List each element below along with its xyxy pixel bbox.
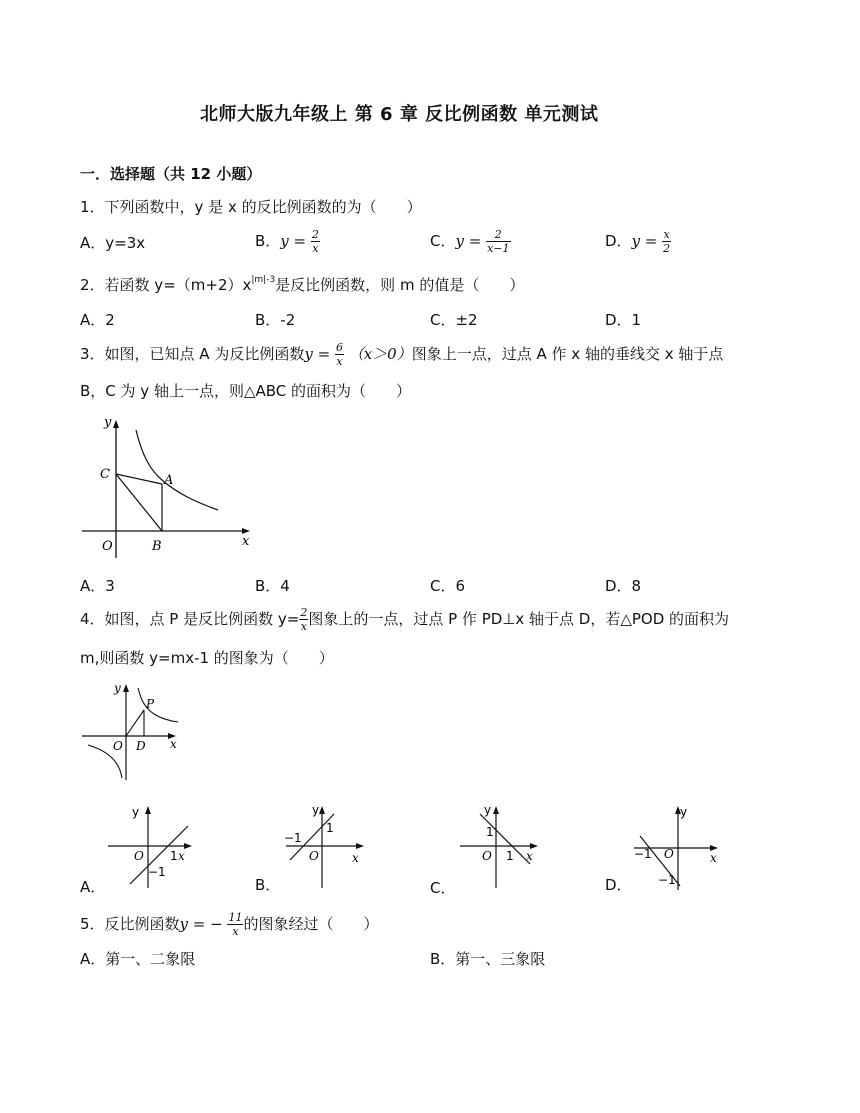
q3-stem-line2: B，C 为 y 轴上一点，则△ABC 的面积为（ ） [80,382,412,400]
q1-option-b-fraction: $\frac{2}{x}$ [311,228,319,255]
q4b-label-y: y [312,803,320,817]
q2-stem: 2．若函数 $y=(m+2)x^{|m|-3}$是反比例函数，则 m 的值是（ ） [80,275,525,294]
q1-option-c-lhs: y = [455,232,482,250]
q4-segment-op [126,710,144,736]
q3-label-a: A [164,473,174,488]
q4c-label-o: O [482,849,492,863]
q1-option-d [605,229,671,254]
q4-label-y: y [114,681,121,695]
q3-hyperbola-curve [136,430,218,510]
q3-option-b: B．4 [255,577,290,595]
q1-option-b-lhs: y = [280,232,307,250]
q5-option-a: A．第一、二象限 [80,950,196,968]
q4-option-c-label: C． [430,879,456,897]
q4c-label-one-x: 1 [506,849,514,863]
q4-label-d: D [136,739,146,753]
q4b-label-x: x [352,851,359,865]
q1-option-c [430,229,511,254]
q3-label-y: y [104,415,112,430]
q4-label-x: x [170,737,177,751]
q4d-label-neg-one-x: −1 [634,847,652,861]
q4c-label-y: y [484,803,492,817]
q3-label-x: x [242,534,250,549]
q4-option-a-label: A． [80,878,106,896]
q4-option-b-label: B． [255,876,281,894]
q4-figure [78,678,188,782]
q3-label-b: B [152,539,162,554]
q1-stem: 1．下列函数中，y 是 x 的反比例函数的为（ ） [80,198,422,216]
q3-option-a: A．3 [80,577,115,595]
q4c-label-x: x [526,849,533,863]
q4-y-arrow [123,684,129,692]
q1-option-d-fraction: $\frac{x}{2}$ [663,228,671,255]
q1-option-c-label: C． [430,232,456,250]
q3-condition: （x＞0） [348,345,412,363]
q3-y-arrow [113,420,119,428]
q4-option-a-graph [104,800,200,890]
q4a-y-arrow [145,806,151,814]
q3-figure [78,410,268,560]
q4c-label-one-y: 1 [486,825,494,839]
q1-option-a: A．y=3x [80,234,146,252]
q1-option-d-label: D． [605,232,632,250]
q4d-label-y: y [680,805,688,819]
q4a-label-neg-one: −1 [148,865,166,879]
q4-label-p: P [146,697,155,711]
q3-function-lhs: y = [304,345,331,363]
q3-stem: 3．如图，已知点 A 为反比例函数y = $\frac{6}{x}$ （x＞0）图象上一点，过点 A 作 x 轴的垂线交 x 轴于点 [80,341,724,368]
q3-option-c: C．6 [430,577,466,595]
q3-label-c: C [100,467,110,482]
q4d-label-neg-one-y: −1 [658,873,676,887]
page-title: 北师大版九年级上 第 6 章 反比例函数 单元测试 [200,104,599,125]
q2-option-d: D．1 [605,311,642,329]
q4b-label-o: O [309,849,319,863]
q4d-label-o: O [664,847,674,861]
q4c-y-arrow [493,806,499,814]
q4-label-o: O [113,739,123,753]
q4-fraction: $\frac{2}{x}$ [300,606,308,633]
q4-option-d-label: D． [605,876,632,894]
q4-option-d-graph [630,800,726,892]
q3-option-d: D．8 [605,577,642,595]
q4a-x-arrow [184,843,192,849]
q4a-label-y: y [132,805,140,819]
q4d-label-x: x [710,851,717,865]
q4-stem: 4．如图，点 P 是反比例函数 y= $\frac{2}{x}$ 图象上的一点，过点 P 作 PD⊥x 轴于点 D，若△POD 的面积为 [80,606,730,633]
q4-stem-line2: m,则函数 y=mx-1 的图象为（ ） [80,649,334,667]
q5-function-lhs: y = − [179,915,223,933]
q1-option-d-lhs: y = [631,232,658,250]
q2-option-b: B．-2 [255,311,296,329]
q4a-label-x: x [178,849,185,863]
q5-fraction: $\frac{11}{x}$ [228,911,243,938]
q2-exponent: |m|-3 [251,275,276,285]
section-header: 一．选择题（共 12 小题） [80,165,262,183]
q4b-x-arrow [356,843,364,849]
q2-option-a: A．2 [80,311,115,329]
q3-label-o: O [102,539,113,554]
q5-option-b: B．第一、三象限 [430,950,546,968]
q5-stem: 5．反比例函数y = − $\frac{11}{x}$ 的图象经过（ ） [80,911,379,938]
q4b-label-neg-one: −1 [284,831,302,845]
q3-fraction: $\frac{6}{x}$ [335,341,343,368]
q4a-label-one: 1 [170,849,178,863]
q4-option-b-graph [282,800,374,890]
q4-option-c-graph [456,800,548,890]
q2-option-c: C．±2 [430,311,478,329]
q4a-label-o: O [134,849,144,863]
q4b-y-arrow [319,806,325,814]
q1-option-b-label: B． [255,232,281,250]
q1-option-c-fraction: $\frac{2}{x-1}$ [487,228,510,255]
q1-option-b [255,229,320,254]
q4b-label-one: 1 [326,821,334,835]
